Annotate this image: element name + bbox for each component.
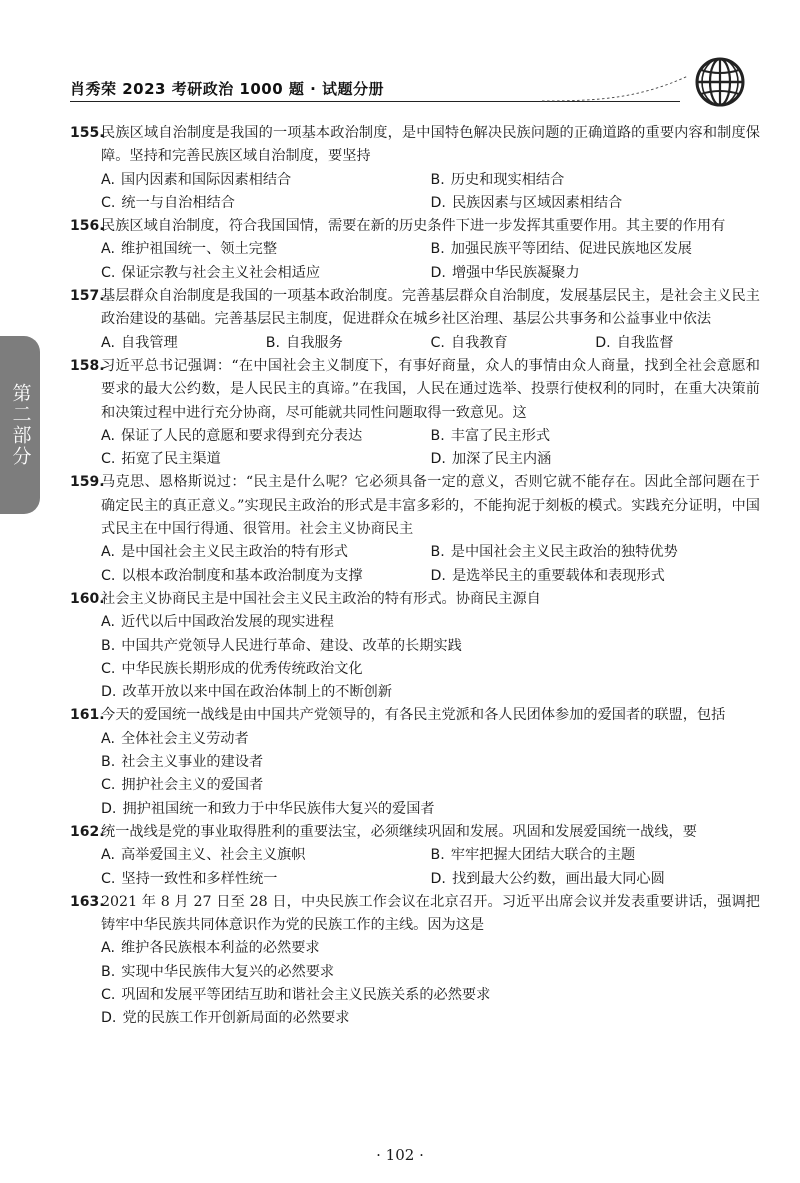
question-stem: 马克思、恩格斯说过：“民主是什么呢？它必须具备一定的意义，否则它就不能存在。因此全部问题在于确定民主的真正意义。”实现民主政治的形式是丰富多彩的，不能拘泥于刻板的模式。实践充分证明，中国式民主在中国行得通、很管用。社会主义协商民主 — [101, 474, 760, 538]
options — [101, 728, 760, 821]
option-text: 加强民族平等团结、促进民族地区发展 — [450, 241, 692, 258]
question-stem: 基层群众自治制度是我国的一项基本政治制度。完善基层群众自治制度，发展基层民主，是社会主义民主政治建设的基础。完善基层民主制度，促进群众在城乡社区治理、基层公共事务和公益事业中依法 — [101, 288, 760, 328]
options — [101, 169, 760, 216]
option-b — [431, 844, 761, 867]
options — [101, 332, 760, 355]
option-d — [101, 681, 760, 704]
option-letter: C. — [101, 870, 116, 887]
option-text: 坚持一致性和多样性统一 — [121, 870, 278, 887]
option-letter: A. — [101, 940, 115, 957]
question-number: 155. — [70, 125, 105, 141]
option-b — [431, 425, 761, 448]
question-155 — [70, 122, 760, 215]
question-stem: 今天的爱国统一战线是由中国共产党领导的，有各民主党派和各人民团体参加的爱国者的联盟，包括 — [101, 707, 726, 724]
option-text: 拥护社会主义的爱国者 — [121, 777, 264, 794]
option-b — [101, 751, 760, 774]
option-text: 自我教育 — [450, 334, 508, 351]
option-letter: A. — [101, 241, 115, 258]
option-a — [101, 425, 431, 448]
option-letter: C. — [101, 194, 116, 211]
option-d — [431, 868, 761, 891]
question-number: 161. — [70, 707, 105, 724]
page-number: · 102 · — [376, 1146, 424, 1164]
option-letter: D. — [430, 451, 446, 468]
globe-icon — [694, 56, 746, 108]
option-text: 加深了民主内涵 — [451, 451, 552, 468]
question-number: 156. — [70, 218, 105, 235]
option-text: 高举爱国主义、社会主义旗帜 — [120, 847, 306, 864]
option-letter: D. — [430, 567, 446, 584]
option-b — [431, 169, 761, 192]
option-c — [101, 658, 760, 681]
option-d — [431, 448, 761, 471]
question-157 — [70, 285, 760, 355]
option-d — [431, 192, 761, 215]
question-156 — [70, 215, 760, 285]
option-text: 找到最大公约数，画出最大同心圆 — [451, 870, 665, 887]
option-c — [101, 192, 431, 215]
options — [101, 844, 760, 891]
option-b — [266, 332, 431, 355]
option-letter: C. — [101, 451, 116, 468]
option-letter: B. — [265, 334, 280, 351]
option-text: 是中国社会主义民主政治的独特优势 — [450, 544, 678, 561]
option-letter: C. — [101, 264, 116, 281]
option-letter: C. — [101, 567, 116, 584]
option-letter: B. — [101, 637, 116, 654]
option-text: 自我管理 — [120, 334, 178, 351]
option-letter: C. — [101, 777, 116, 794]
option-letter: B. — [430, 171, 445, 188]
option-text: 以根本政治制度和基本政治制度为支撑 — [121, 567, 363, 584]
option-letter: C. — [101, 986, 116, 1003]
option-c — [101, 868, 431, 891]
option-text: 实现中华民族伟大复兴的必然要求 — [121, 963, 335, 980]
option-text: 党的民族工作开创新局面的必然要求 — [122, 1010, 350, 1027]
option-letter: A. — [101, 614, 115, 631]
page-header — [70, 70, 760, 106]
option-c — [431, 332, 596, 355]
option-c — [101, 448, 431, 471]
side-tab-label: 第二部分 — [9, 383, 32, 467]
option-a — [101, 937, 760, 960]
question-stem: 2021 年 8 月 27 日至 28 日，中央民族工作会议在北京召开。习近平出席会议并发表重要讲话，强调把铸牢中华民族共同体意识作为党的民族工作的主线。因为这是 — [101, 893, 760, 934]
option-text: 全体社会主义劳动者 — [120, 730, 249, 747]
option-b — [431, 238, 761, 261]
option-letter: D. — [101, 1010, 117, 1027]
option-a — [101, 844, 431, 867]
option-text: 增强中华民族凝聚力 — [451, 264, 580, 281]
option-letter: A. — [101, 334, 115, 351]
option-text: 丰富了民主形式 — [450, 427, 551, 444]
option-d — [101, 798, 760, 821]
header-dashed-curve — [540, 74, 690, 102]
option-d — [101, 1007, 760, 1030]
option-d — [431, 565, 761, 588]
option-text: 拓宽了民主渠道 — [121, 451, 221, 468]
option-text: 历史和现实相结合 — [450, 171, 565, 188]
option-letter: B. — [430, 544, 445, 561]
option-text: 民族因素与区域因素相结合 — [451, 194, 623, 211]
question-stem: 统一战线是党的事业取得胜利的重要法宝，必须继续巩固和发展。巩固和发展爱国统一战线，要 — [101, 823, 697, 840]
option-b — [431, 541, 761, 564]
option-text: 中国共产党领导人民进行革命、建设、改革的长期实践 — [121, 637, 462, 654]
options — [101, 937, 760, 1030]
option-c — [101, 565, 431, 588]
option-letter: B. — [101, 963, 116, 980]
option-letter: C. — [430, 334, 445, 351]
option-letter: C. — [101, 660, 116, 677]
question-list — [70, 122, 760, 1031]
question-161 — [70, 704, 760, 820]
option-text: 维护祖国统一、领土完整 — [120, 241, 278, 258]
question-number: 163. — [70, 893, 105, 910]
option-letter: A. — [101, 171, 115, 188]
question-162 — [70, 821, 760, 891]
option-text: 牢牢把握大团结大联合的主题 — [450, 847, 636, 864]
option-letter: A. — [101, 847, 115, 864]
option-b — [101, 635, 760, 658]
option-text: 维护各民族根本利益的必然要求 — [120, 940, 320, 957]
option-text: 国内因素和国际因素相结合 — [120, 171, 292, 188]
option-text: 社会主义事业的建设者 — [121, 754, 264, 771]
question-160 — [70, 588, 760, 704]
options — [101, 541, 760, 588]
option-text: 拥护祖国统一和致力于中华民族伟大复兴的爱国者 — [122, 800, 435, 817]
option-a — [101, 611, 760, 634]
option-a — [101, 169, 431, 192]
option-letter: A. — [101, 427, 115, 444]
option-text: 中华民族长期形成的优秀传统政治文化 — [121, 660, 363, 677]
option-a — [101, 541, 431, 564]
option-text: 自我监督 — [616, 334, 674, 351]
option-text: 近代以后中国政治发展的现实进程 — [120, 614, 334, 631]
option-text: 改革开放以来中国在政治体制上的不断创新 — [122, 684, 393, 701]
option-c — [101, 774, 760, 797]
question-158 — [70, 355, 760, 471]
option-d — [595, 332, 760, 355]
option-text: 是中国社会主义民主政治的特有形式 — [120, 544, 348, 561]
option-b — [101, 961, 760, 984]
question-stem: 民族区域自治制度是我国的一项基本政治制度，是中国特色解决民族问题的正确道路的重要内容和制度保障。坚持和完善民族区域自治制度，要坚持 — [101, 125, 760, 165]
option-letter: B. — [430, 427, 445, 444]
option-letter: B. — [430, 847, 445, 864]
option-letter: B. — [101, 754, 116, 771]
header-title: 肖秀荣 2023 考研政治 1000 题 · 试题分册 — [70, 80, 385, 98]
option-text: 自我服务 — [286, 334, 343, 351]
option-text: 巩固和发展平等团结互助和谐社会主义民族关系的必然要求 — [121, 986, 491, 1003]
option-text: 保证了人民的意愿和要求得到充分表达 — [120, 427, 363, 444]
option-letter: A. — [101, 730, 115, 747]
question-number: 158. — [70, 357, 105, 374]
question-163 — [70, 891, 760, 1031]
option-letter: D. — [101, 684, 117, 701]
question-number: 160. — [70, 590, 105, 607]
option-text: 保证宗教与社会主义社会相适应 — [121, 264, 321, 281]
question-number: 162. — [70, 823, 105, 840]
option-a — [101, 728, 760, 751]
question-number: 159. — [70, 474, 105, 491]
question-number: 157. — [70, 288, 105, 305]
options — [101, 238, 760, 285]
options — [101, 425, 760, 472]
option-letter: D. — [430, 870, 446, 887]
option-a — [101, 238, 431, 261]
option-letter: D. — [101, 800, 117, 817]
question-stem: 习近平总书记强调：“在中国社会主义制度下，有事好商量，众人的事情由众人商量，找到全社会意愿和要求的最大公约数，是人民民主的真谛。”在我国，人民在通过选举、投票行使权利的同时，在重大决策前和决策过程中进行充分协商，尽可能就共同性问题取得一致意见。这 — [101, 357, 760, 421]
question-159 — [70, 471, 760, 587]
option-letter: A. — [101, 544, 115, 561]
question-stem: 民族区域自治制度，符合我国国情，需要在新的历史条件下进一步发挥其重要作用。其主要的作用有 — [101, 218, 726, 235]
option-text: 是选举民主的重要载体和表现形式 — [451, 567, 665, 584]
options — [101, 611, 760, 704]
option-letter: D. — [430, 264, 446, 281]
question-stem: 社会主义协商民主是中国社会主义民主政治的特有形式。协商民主源自 — [101, 590, 541, 607]
option-a — [101, 332, 266, 355]
section-side-tab — [0, 336, 40, 514]
option-c — [101, 984, 760, 1007]
option-letter: D. — [430, 194, 446, 211]
option-letter: D. — [595, 334, 611, 351]
option-text: 统一与自治相结合 — [121, 194, 235, 211]
option-d — [431, 262, 761, 285]
option-c — [101, 262, 431, 285]
option-letter: B. — [430, 241, 445, 258]
